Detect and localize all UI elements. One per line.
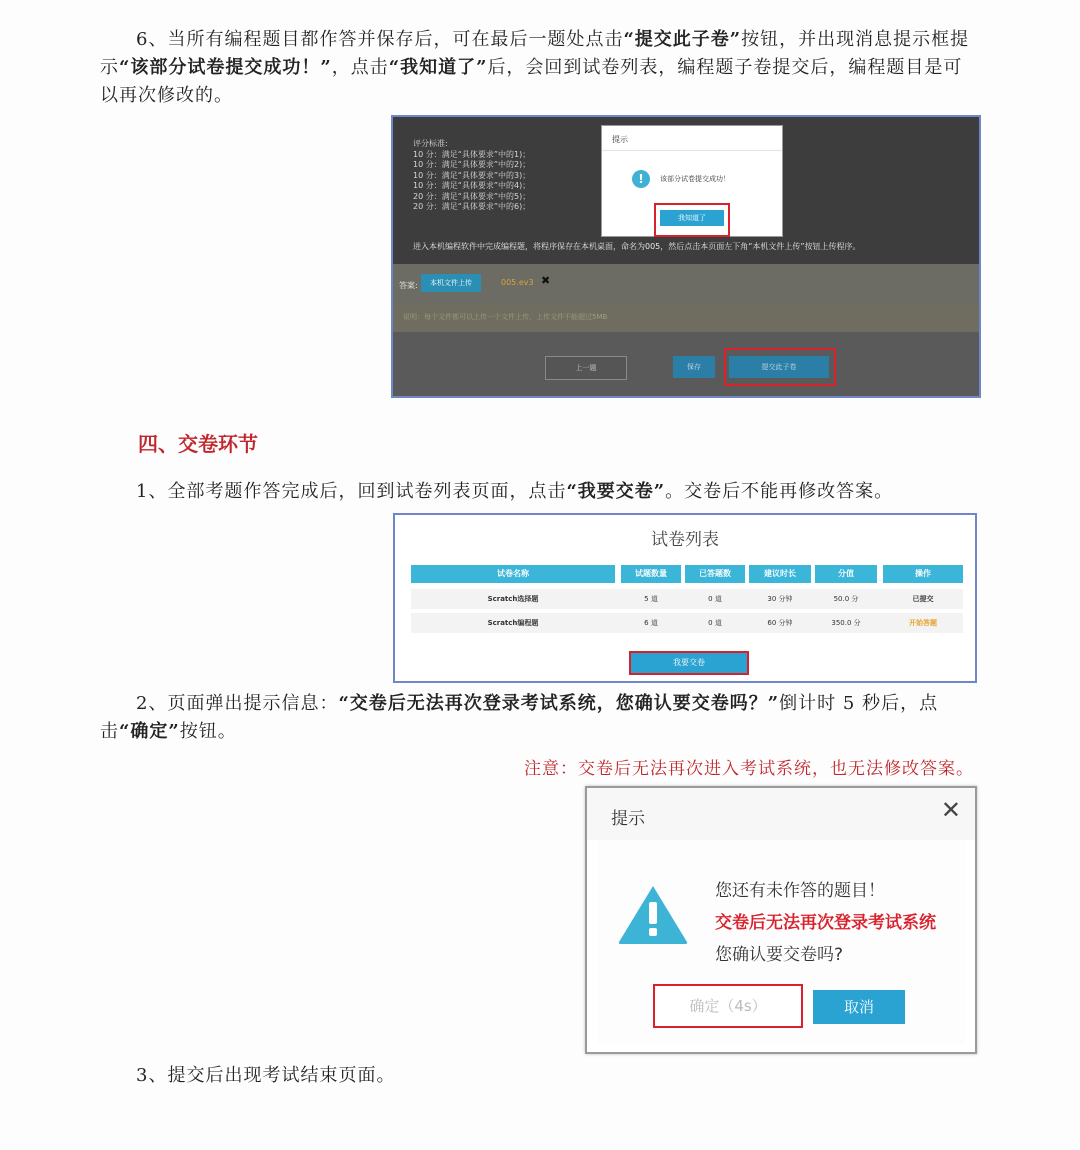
dialog-message-confirm: 您确认要交卷吗? bbox=[715, 945, 844, 965]
step2-text-3: 按钮。 bbox=[179, 721, 237, 742]
warning-note: 注意：交卷后无法再次进入考试系统，也无法修改答案。 bbox=[524, 759, 974, 779]
step6-quote-gotit: “我知道了” bbox=[388, 57, 488, 78]
step2-text-2: 倒计时 5 秒后，点击 bbox=[100, 693, 939, 742]
modal-message: 该部分试卷提交成功！ bbox=[660, 175, 730, 183]
column-header-count: 试题数量 bbox=[621, 565, 681, 583]
step6-text-1: 6、当所有编程题目都作答并保存后，可在最后一题处点击 bbox=[136, 29, 624, 50]
step6-quote-success: “该部分试卷提交成功！” bbox=[119, 57, 332, 78]
cancel-button[interactable]: 取消 bbox=[813, 990, 905, 1024]
modal-title: 提示 bbox=[612, 135, 628, 144]
step2-text-1: 2、页面弹出提示信息： bbox=[136, 693, 339, 714]
highlight-box bbox=[654, 203, 730, 237]
hand-in-button[interactable]: 我要交卷 bbox=[629, 651, 749, 675]
scoring-rule: 20 分：满足“具体要求”中的6)； bbox=[413, 202, 531, 211]
warning-icon bbox=[617, 882, 689, 946]
start-answer-link[interactable]: 开始答题 bbox=[909, 619, 937, 627]
paper-list-screenshot bbox=[393, 513, 977, 683]
paper-name-cell: Scratch选择题 bbox=[487, 595, 539, 603]
answer-label: 答案: bbox=[399, 281, 418, 290]
step1-text-1: 1、全部考题作答完成后，回到试卷列表页面，点击 bbox=[136, 481, 567, 502]
step6-text-4: 后，会回到试卷列表，编程题子卷提交后，编程题目是可以再次修改的。 bbox=[100, 57, 963, 106]
submit-subpaper-button[interactable]: 提交此子卷 bbox=[729, 356, 829, 378]
answer-row bbox=[393, 264, 979, 304]
scoring-rules-title: 评分标准: bbox=[413, 139, 448, 148]
step2-quote-ok: “确定” bbox=[119, 721, 180, 742]
step6-quote-submit: “提交此子卷” bbox=[623, 29, 742, 50]
paper-list-title: 试卷列表 bbox=[651, 530, 719, 550]
dialog-message-warning: 交卷后无法再次登录考试系统 bbox=[715, 913, 936, 933]
count-cell: 6 道 bbox=[644, 619, 658, 627]
scoring-rule: 10 分：满足“具体要求”中的3)； bbox=[413, 170, 531, 180]
question-instruction: 进入本机编程软件中完成编程题，将程序保存在本机桌面，命名为005，然后点击本页面左下角“本机文件上传”按钮上传程序。 bbox=[413, 242, 861, 251]
prev-question-button[interactable]: 上一题 bbox=[545, 356, 627, 380]
section-heading: 四、交卷环节 bbox=[138, 432, 258, 456]
upload-file-button[interactable]: 本机文件上传 bbox=[421, 274, 481, 292]
scoring-rule: 10 分：满足“具体要求”中的1)； bbox=[413, 149, 531, 159]
step2-quote-confirm: “交卷后无法再次登录考试系统，您确认要交卷吗？” bbox=[338, 693, 780, 714]
status-submitted: 已提交 bbox=[912, 595, 934, 603]
step3-paragraph bbox=[100, 1062, 976, 1090]
count-cell: 5 道 bbox=[644, 595, 658, 603]
step1-text-2: 。交卷后不能再修改答案。 bbox=[665, 481, 894, 502]
duration-cell: 30 分钟 bbox=[767, 595, 793, 603]
dialog-message-unanswered: 您还有未作答的题目！ bbox=[715, 881, 885, 901]
column-header-answered: 已答题数 bbox=[685, 565, 745, 583]
upload-hint-bar bbox=[393, 304, 979, 332]
score-cell: 350.0 分 bbox=[831, 619, 861, 627]
answered-cell: 0 道 bbox=[708, 595, 722, 603]
save-button[interactable]: 保存 bbox=[673, 356, 715, 378]
step2-paragraph bbox=[100, 690, 976, 746]
remove-file-icon[interactable]: ✖ bbox=[541, 274, 551, 287]
table-row bbox=[411, 589, 963, 609]
modal-divider bbox=[602, 150, 782, 151]
step1-quote-handin: “我要交卷” bbox=[566, 481, 666, 502]
submit-subpaper-screenshot bbox=[391, 115, 981, 398]
column-header-name: 试卷名称 bbox=[411, 565, 615, 583]
paper-name-cell: Scratch编程题 bbox=[487, 619, 539, 627]
column-header-score: 分值 bbox=[815, 565, 877, 583]
scoring-rule: 20 分：满足“具体要求”中的5)； bbox=[413, 191, 531, 201]
info-icon: ! bbox=[632, 170, 650, 188]
close-icon[interactable]: ✕ bbox=[940, 796, 961, 824]
column-header-duration: 建议时长 bbox=[749, 565, 811, 583]
step6-text-2: 按钮，并出现消息提示框提示 bbox=[100, 29, 970, 78]
upload-hint-text: 说明：每个文件都可以上传一个文件上传，上传文件不能超过5MB bbox=[403, 313, 608, 321]
step3-text: 3、提交后出现考试结束页面。 bbox=[136, 1065, 396, 1086]
highlight-box bbox=[724, 348, 836, 386]
answered-cell: 0 道 bbox=[708, 619, 722, 627]
step6-paragraph bbox=[100, 26, 976, 110]
scoring-rules bbox=[413, 139, 530, 213]
got-it-button[interactable]: 我知道了 bbox=[660, 210, 724, 226]
scoring-rule: 10 分：满足“具体要求”中的4)； bbox=[413, 181, 531, 190]
scoring-rule: 10 分：满足“具体要求”中的2)； bbox=[413, 160, 531, 169]
column-header-action: 操作 bbox=[883, 565, 963, 583]
confirm-button[interactable]: 确定（4s） bbox=[653, 984, 803, 1028]
dialog-header bbox=[587, 788, 975, 840]
score-cell: 50.0 分 bbox=[833, 595, 859, 603]
table-row bbox=[411, 613, 963, 633]
confirm-dialog-screenshot bbox=[585, 786, 977, 1054]
success-modal bbox=[601, 125, 783, 237]
uploaded-file-name[interactable]: 005.ev3 bbox=[501, 278, 534, 287]
dialog-title: 提示 bbox=[611, 809, 645, 829]
step6-text-3: ，点击 bbox=[331, 57, 389, 78]
duration-cell: 60 分钟 bbox=[767, 619, 793, 627]
step1-paragraph bbox=[100, 478, 976, 506]
